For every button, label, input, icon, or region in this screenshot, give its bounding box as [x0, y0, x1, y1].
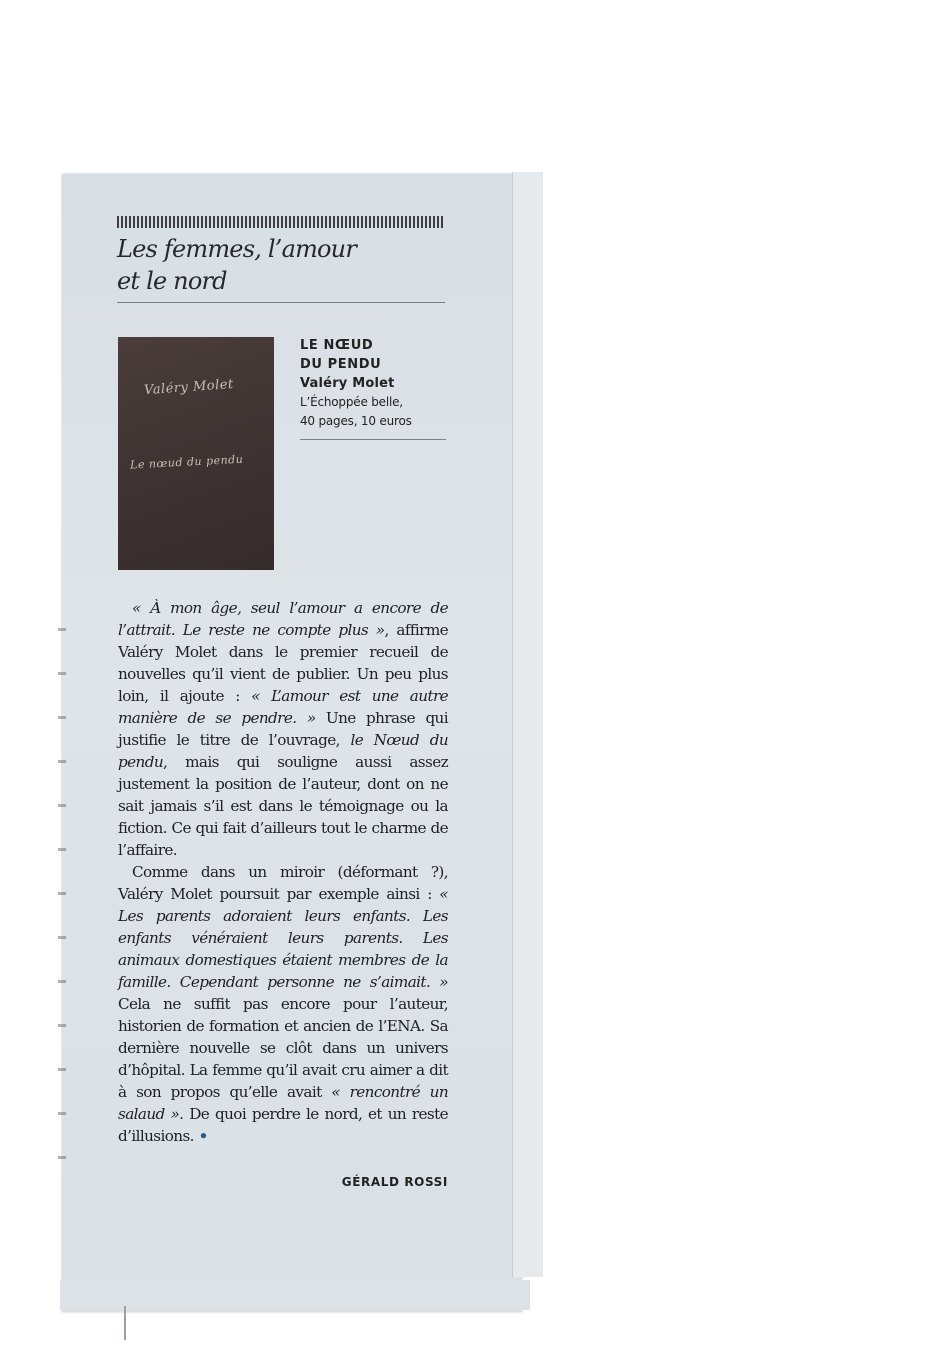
quote: « Les parents adoraient leurs enfants. Les enfants vénéraient leurs parents. Les animaux domestiques étaient membres de la famille. Cependant personne ne s’aimait. » [118, 885, 448, 991]
author-signature: GÉRALD ROSSI [341, 1175, 448, 1189]
book-publisher: L’Échoppée belle, [300, 395, 403, 409]
headline-divider [117, 302, 445, 303]
section-dotted-rule [117, 216, 445, 228]
book-details: 40 pages, 10 euros [300, 414, 412, 428]
paragraph-1 [118, 597, 448, 861]
cover-title-script: Le nœud du pendu [129, 452, 244, 472]
cover-author-script: Valéry Molet [143, 376, 235, 399]
book-author: Valéry Molet [300, 376, 395, 391]
article-body [118, 597, 448, 1147]
scan-artifact-line [124, 1306, 126, 1340]
book-title-line-2: DU PENDU [300, 357, 382, 372]
book-title-ref: le Nœud du pendu [118, 731, 448, 771]
text: . De quoi perdre le nord, et un reste d’illusions. [118, 1105, 448, 1145]
headline-line-2: et le nord [117, 267, 227, 295]
clipping-bottom-edge [60, 1280, 530, 1310]
clipping-fold-edge [512, 172, 543, 1277]
article-headline [117, 233, 447, 297]
quote: « rencontré un salaud » [118, 1083, 449, 1123]
book-title-line-1: LE NŒUD [300, 338, 374, 353]
left-edge-marks [58, 600, 66, 1160]
quote: « L’amour est une autre manière de se pendre. » [118, 687, 448, 727]
quote: « À mon âge, seul l’amour a encore de l’attrait. Le reste ne compte plus » [118, 599, 448, 639]
text: Cela ne suffit pas encore pour l’auteur, historien de formation et ancien de l’ENA. Sa dernière nouvelle se clôt dans un univers d’hôpital. La femme qu’il avait cru aimer a dit à son propos qu’elle avait [118, 995, 448, 1101]
headline-line-1: Les femmes, l’amour [117, 235, 357, 263]
text: Une phrase qui justifie le titre de l’ouvrage, [118, 709, 448, 749]
paragraph-2 [118, 861, 448, 1147]
text: , mais qui souligne aussi assez justement la position de l’auteur, dont on ne sait jamais s’il est dans le témoignage ou la fiction. Ce qui fait d’ailleurs tout le charme de l’affaire. [118, 753, 448, 859]
text: , affirme Valéry Molet dans le premier recueil de nouvelles qu’il vient de publier. Un peu plus loin, il ajoute : [118, 621, 449, 705]
text: Comme dans un miroir (déformant ?), Valéry Molet poursuit par exemple ainsi : [118, 863, 448, 903]
end-mark-icon: • [193, 1127, 208, 1145]
book-cover-image [118, 337, 274, 570]
book-info [300, 336, 446, 431]
book-info-divider [300, 439, 446, 440]
